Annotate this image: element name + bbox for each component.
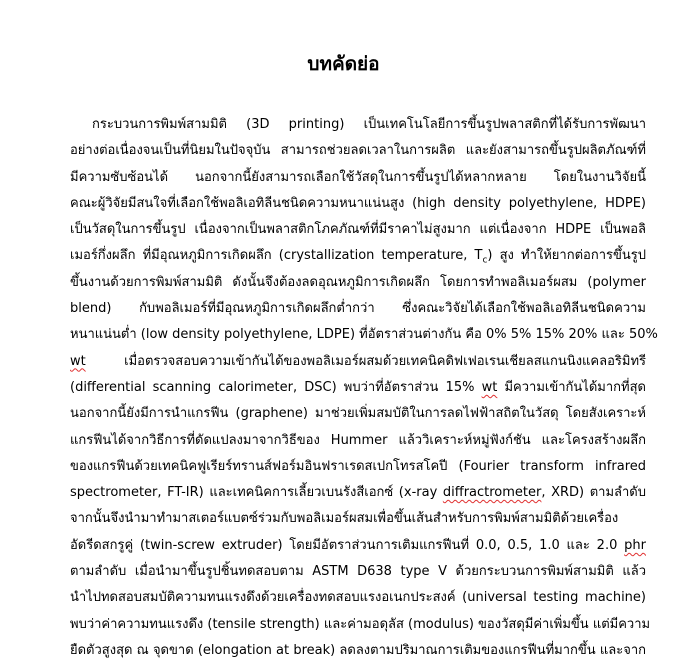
text-line-content: ขึ้นงานด้วยการพิมพ์สามมิติ ดังนั้นจึงต้องลดอุณหภูมิการเกิดผลึก โดยการทำพอลิเมอร์ผสม (polymer (70, 274, 646, 290)
text-line-content: ตามลำดับ เมื่อนำมาขึ้นรูปชิ้นทดสอบตาม ASTM D638 type V ด้วยกระบวนการพิมพ์สามมิติ แล้ว (70, 564, 646, 580)
spellcheck-marked-word: phr (624, 537, 646, 553)
text-line-content: มีความเข้ากันได้มากที่สุด (504, 379, 646, 395)
text-line (70, 454, 646, 480)
text-line-content: ของแกรฟีนด้วยเทคนิคฟูเรียร์ทรานส์ฟอร์มอินฟราเรดสเปกโทรสโคปี (Fourier transform infrared (70, 458, 646, 474)
text-line (70, 612, 651, 638)
text-line-content: หนาแน่นต่ำ (low density polyethylene, LDPE) ที่อัตราส่วนต่างกัน คือ 0% 5% 15% 20% และ 50% (70, 327, 658, 343)
text-line (70, 112, 646, 138)
text-line-content: เมอร์กึ่งผลึก ที่มีอุณหภูมิการเกิดผลึก (crystallization temperature, T (70, 248, 483, 264)
abstract-title: บทคัดย่อ (307, 53, 380, 75)
text-line (70, 270, 646, 296)
text-line (70, 585, 646, 611)
text-line-content: นอกจากนี้ยังมีการนำแกรฟีน (graphene) มาช่วยเพิ่มสมบัติในการลดไฟฟ้าสถิตในวัสดุ โดยสังเคราะห์ (70, 406, 646, 422)
text-line-content: เป็นวัสดุในการขึ้นรูป เนื่องจากเป็นพลาสติกโภคภัณฑ์ที่มีราคาไม่สูงมาก แต่เนื่องจาก HDPE เป็นพอลิ (70, 222, 646, 238)
text-line (70, 559, 646, 585)
spellcheck-marked-word: wt (70, 353, 86, 369)
text-line (70, 191, 646, 217)
text-line (70, 138, 646, 164)
text-line-content: (differential scanning calorimeter, DSC) พบว่าที่อัตราส่วน 15% (70, 379, 475, 395)
text-line (70, 217, 646, 243)
text-line-content: จากนั้นจึงนำมาทำมาสเตอร์แบตซ์ร่วมกับพอลิเมอร์ผสมเพื่อขึ้นเส้นสำหรับการพิมพ์สามมิติด้วยเครื่อง (70, 511, 619, 527)
text-line (70, 322, 658, 348)
text-line-content: , XRD) ตามลำดับ (541, 485, 646, 501)
text-line-content: มีความซับซ้อนได้ นอกจากนี้ยังสามารถเลือกใช้วัสดุในการขึ้นรูปได้หลากหลาย โดยในงานวิจัยนี้ (70, 169, 646, 185)
text-line-content: ยืดตัวสูงสุด ณ จุดขาด (elongation at break) ลดลงตามปริมาณการเติมของแกรฟีนที่มากขึ้น และจาก (70, 642, 646, 658)
text-line-content: ) สูง ทำให้ยากต่อการขึ้นรูป (487, 248, 646, 264)
text-line-content: เมื่อตรวจสอบความเข้ากันได้ของพอลิเมอร์ผสมด้วยเทคนิคดิฟเฟอเรนเชียลสแกนนิงแคลอริมิทรี (124, 353, 646, 369)
text-line (70, 401, 646, 427)
text-line (70, 296, 646, 322)
text-line (70, 480, 646, 506)
text-line (70, 349, 646, 375)
subscript-c: c (482, 256, 488, 267)
text-line-content: blend) กับพอลิเมอร์ที่มีอุณหภูมิการเกิดผลึกต่ำกว่า ซึ่งคณะวิจัยได้เลือกใช้พอลิเอทิลีนชนิดความ (70, 301, 646, 317)
spellcheck-marked-word: wt (481, 379, 498, 395)
text-line-content: แกรฟีนได้จากวิธีการที่ดัดแปลงมาจากวิธีของ Hummer แล้ววิเคราะห์หมู่ฟังก์ชัน และโครงสร้างผลึก (70, 432, 646, 448)
text-line-content: พบว่าค่าความทนแรงดึง (tensile strength) และค่ามอดุลัส (modulus) ของวัสดุมีค่าเพิ่มขึ้น แต่มีความ (70, 616, 651, 632)
text-line (70, 243, 646, 269)
text-line (70, 533, 646, 559)
text-line (70, 165, 646, 191)
text-line-content: กระบวนการพิมพ์สามมิติ (3D printing) เป็นเทคโนโลยีการขึ้นรูปพลาสติกที่ได้รับการพัฒนา (92, 117, 646, 132)
text-line (70, 375, 646, 401)
text-line-content: คณะผู้วิจัยมีสนใจที่เลือกใช้พอลิเอทิลีนชนิดความหนาแน่นสูง (high density polyethylene, HDPE) (70, 195, 646, 211)
text-line-content: อัดรีดสกรูคู่ (twin-screw extruder) โดยมีอัตราส่วนการเติมแกรฟีนที่ 0.0, 0.5, 1.0 และ 2.0 (70, 537, 618, 553)
text-line-content: อย่างต่อเนื่องจนเป็นที่นิยมในปัจจุบัน สามารถช่วยลดเวลาในการผลิต และยังสามารถขึ้นรูปผลิตภัณฑ์ที่ (70, 143, 646, 159)
text-line-content: spectrometer, FT-IR) และเทคนิคการเลี้ยวเบนรังสีเอกซ์ (x-ray (70, 485, 438, 501)
spellcheck-marked-word: diffractrometer (442, 485, 542, 501)
text-line (70, 638, 646, 664)
text-line (70, 506, 646, 532)
text-line-content: นำไปทดสอบสมบัติความทนแรงดึงด้วยเครื่องทดสอบแรงอเนกประสงค์ (universal testing machine) (70, 590, 646, 606)
abstract-body (70, 112, 658, 664)
text-line (70, 428, 646, 454)
